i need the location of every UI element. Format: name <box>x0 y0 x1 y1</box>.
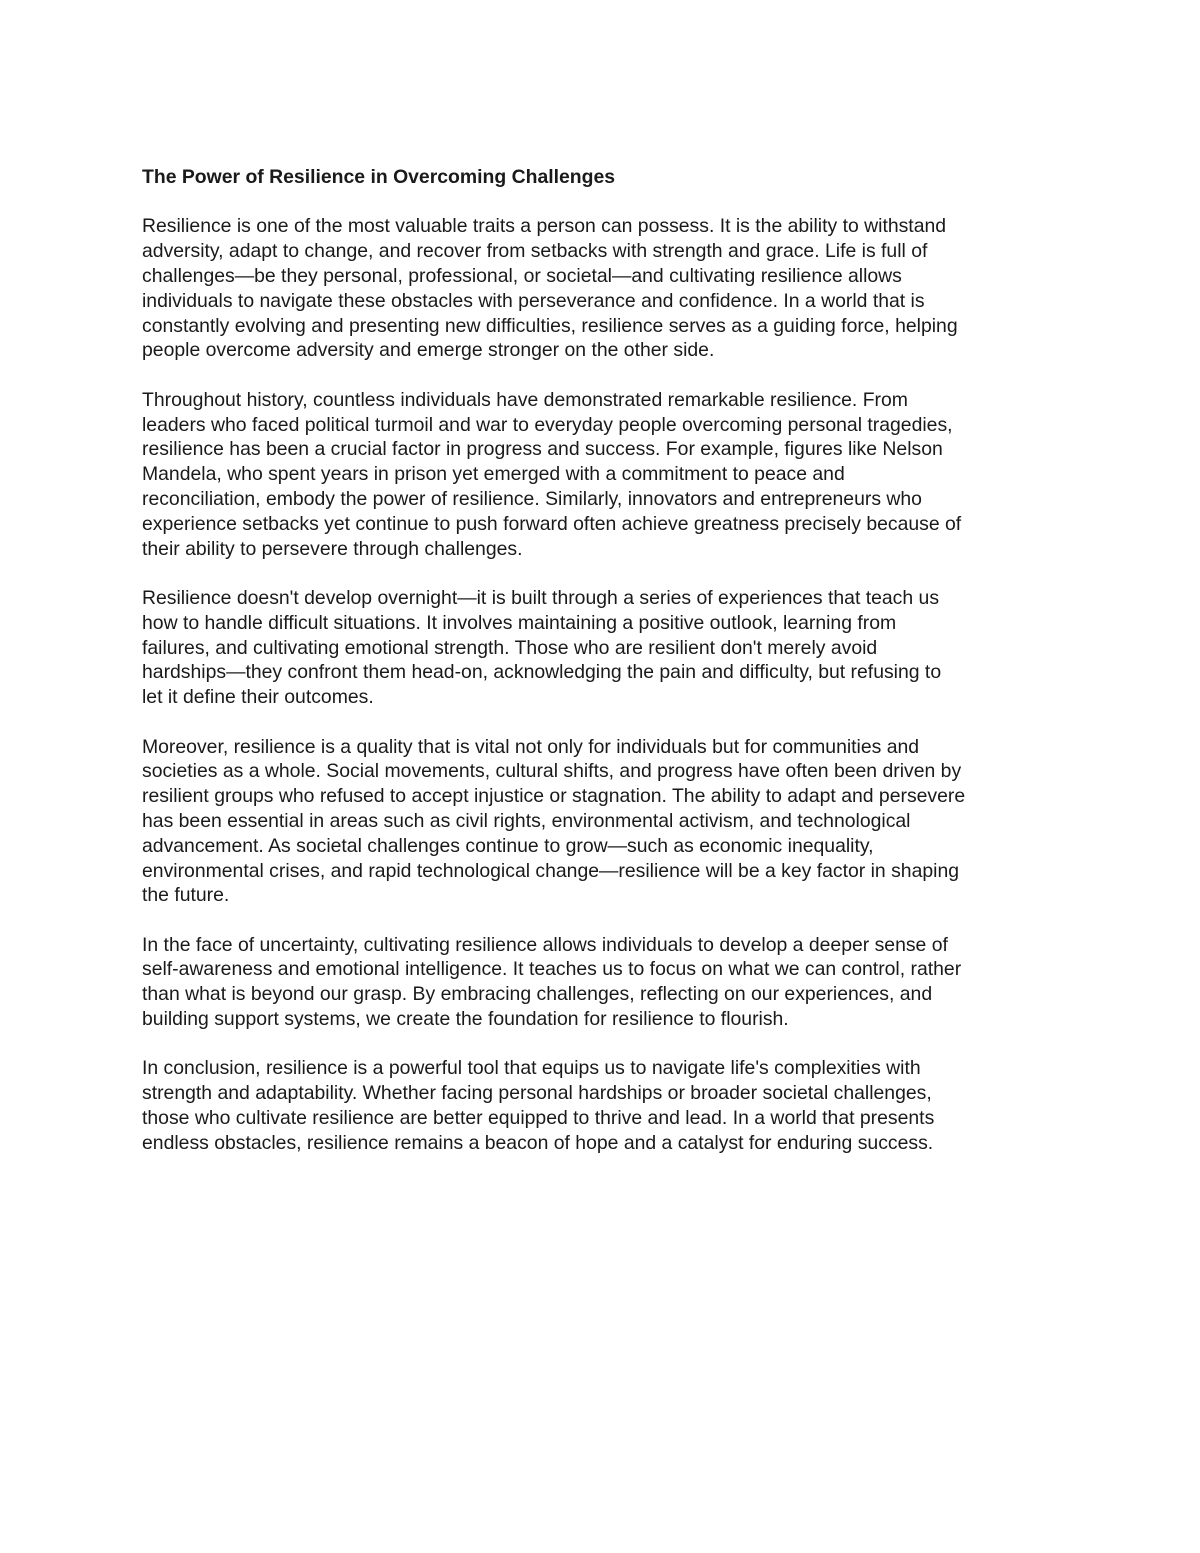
paragraph-line: self-awareness and emotional intelligence. It teaches us to focus on what we can control, rather <box>142 958 962 981</box>
paragraph-line: Resilience is one of the most valuable traits a person can possess. It is the ability to withstand <box>142 215 947 238</box>
paragraph <box>142 388 1067 562</box>
paragraph <box>142 933 1067 1032</box>
document-body <box>142 165 1067 1156</box>
paragraph-line: advancement. As societal challenges continue to grow—such as economic inequality, <box>142 834 874 857</box>
paragraph-line: failures, and cultivating emotional strength. Those who are resilient don't merely avoid <box>142 636 878 659</box>
paragraph-line: hardships—they confront them head-on, acknowledging the pain and difficulty, but refusing to <box>142 661 942 684</box>
paragraph-line: experience setbacks yet continue to push forward often achieve greatness precisely because of <box>142 512 962 535</box>
paragraph-line: challenges—be they personal, professional, or societal—and cultivating resilience allows <box>142 264 902 287</box>
paragraph-line: reconciliation, embody the power of resilience. Similarly, innovators and entrepreneurs who <box>142 487 922 510</box>
paragraph-line: Resilience doesn't develop overnight—it is built through a series of experiences that teach us <box>142 586 940 609</box>
paragraph-line: resilient groups who refused to accept injustice or stagnation. The ability to adapt and persevere <box>142 785 966 808</box>
paragraph-line: those who cultivate resilience are better equipped to thrive and lead. In a world that presents <box>142 1107 935 1130</box>
paragraph <box>142 735 1067 909</box>
paragraph-line: let it define their outcomes. <box>142 686 374 709</box>
paragraph-line: environmental crises, and rapid technological change—resilience will be a key factor in shaping <box>142 859 960 882</box>
paragraph-line: individuals to navigate these obstacles with perseverance and confidence. In a world that is <box>142 289 925 312</box>
paragraph-line: has been essential in areas such as civil rights, environmental activism, and technological <box>142 809 911 832</box>
paragraph-line: endless obstacles, resilience remains a beacon of hope and a catalyst for enduring success. <box>142 1131 934 1154</box>
paragraph-line: the future. <box>142 884 230 907</box>
paragraph-line: constantly evolving and presenting new difficulties, resilience serves as a guiding force, helping <box>142 314 958 337</box>
paragraph-list <box>142 214 1067 1155</box>
paragraph-line: strength and adaptability. Whether facing personal hardships or broader societal challenges, <box>142 1082 932 1105</box>
paragraph-line: In conclusion, resilience is a powerful tool that equips us to navigate life's complexities with <box>142 1057 921 1080</box>
paragraph-line: leaders who faced political turmoil and war to everyday people overcoming personal tragedies, <box>142 413 953 436</box>
paragraph-line: In the face of uncertainty, cultivating resilience allows individuals to develop a deeper sense of <box>142 933 948 956</box>
paragraph-line: building support systems, we create the foundation for resilience to flourish. <box>142 1008 789 1031</box>
paragraph-line: Throughout history, countless individuals have demonstrated remarkable resilience. From <box>142 388 908 411</box>
paragraph-line: how to handle difficult situations. It involves maintaining a positive outlook, learning from <box>142 611 897 634</box>
paragraph <box>142 586 1067 710</box>
paragraph-line: resilience has been a crucial factor in progress and success. For example, figures like Nelson <box>142 438 943 461</box>
paragraph-line: Mandela, who spent years in prison yet emerged with a commitment to peace and <box>142 463 845 486</box>
paragraph-line: people overcome adversity and emerge stronger on the other side. <box>142 339 715 362</box>
paragraph-line: adversity, adapt to change, and recover from setbacks with strength and grace. Life is full of <box>142 240 928 263</box>
paragraph-line: their ability to persevere through challenges. <box>142 537 523 560</box>
paragraph-line: than what is beyond our grasp. By embracing challenges, reflecting on our experiences, and <box>142 983 933 1006</box>
document-title: The Power of Resilience in Overcoming Challenges <box>142 166 616 188</box>
paragraph <box>142 214 1067 363</box>
paragraph-line: Moreover, resilience is a quality that is vital not only for individuals but for communities and <box>142 735 920 758</box>
paragraph <box>142 1056 1067 1155</box>
paragraph-line: societies as a whole. Social movements, cultural shifts, and progress have often been driven by <box>142 760 962 783</box>
